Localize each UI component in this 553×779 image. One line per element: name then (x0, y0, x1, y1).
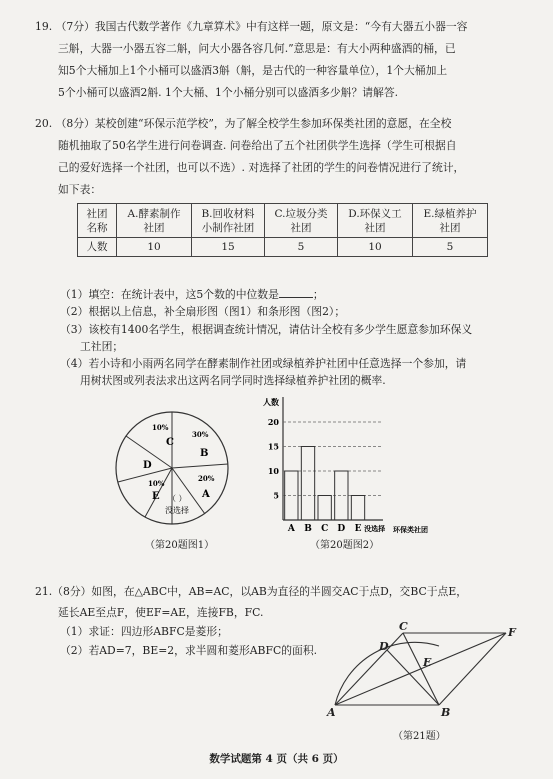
pie-letter-b: B (200, 448, 209, 459)
bar-xtick-label: B (304, 524, 312, 534)
bar-ytick-label: 5 (273, 490, 279, 501)
table-col-e-line-1: E.绿植养护 (423, 207, 477, 220)
q21-sub-1: （1）求证：四边形ABFC是菱形； (60, 625, 228, 638)
pie-chart (116, 412, 228, 524)
pie-unselected-pct: （ ） (168, 494, 187, 503)
pie-pct-c: 10% (152, 423, 169, 432)
point-d-label: D (379, 640, 389, 653)
q19-line-2: 三斛，大器一小器五容二斛，问大小器各容几何.”意思是：有大小两种盛酒的桶，已 (58, 42, 456, 55)
bar-marks (285, 447, 365, 521)
table-col-e-line-2: 社团 (439, 221, 461, 234)
pie-unselected-label: 没选择 (165, 506, 189, 515)
q20-sub-2: （2）根据以上信息，补全扇形图（图1）和条形图（图2）； (60, 305, 346, 318)
table-col-c-line-1: C.垃圾分类 (274, 207, 328, 220)
table-col-d-line-1: D.环保义工 (348, 207, 402, 220)
q20-sub-1-end: ； (312, 288, 324, 301)
q20-sub-4b: 用树状图或列表法求出这两名同学同时选择绿植养护社团的概率. (80, 374, 386, 387)
pie-caption: （第20题图1） (145, 540, 215, 551)
bar-chart (263, 397, 428, 534)
bar-xtick-label: E (354, 524, 362, 534)
pie-pct-b: 30% (192, 430, 209, 439)
bar-ytick-label: 10 (267, 466, 279, 476)
table-col-d-line-2: 社团 (364, 221, 386, 234)
table-col-a-line-2: 社团 (143, 221, 165, 234)
bar-xtick-label: D (337, 524, 346, 534)
table-row-header-line-1: 社团 (86, 207, 108, 220)
bar-ylabel: 人数 (263, 397, 279, 407)
q20-line-4: 如下表： (58, 183, 102, 196)
bar-xticks (287, 524, 385, 534)
table-col-b-line-1: B.回收材料 (201, 207, 255, 220)
q20-sub-3b: 工社团； (80, 340, 124, 353)
q19-line-1: 19. （7分）我国古代数学著作《九章算术》中有这样一题，原文是：“今有大器五小器一容 (35, 20, 468, 33)
q20-sub-4a: （4）若小诗和小雨两名同学在酵素制作社团或绿植养护社团中任意选择一个参加，请 (60, 357, 467, 370)
bar-caption: （第20题图2） (310, 540, 380, 551)
bar-xtick-label: A (287, 524, 295, 534)
bar-c (318, 496, 331, 521)
table-col-c-line-2: 社团 (290, 221, 312, 234)
bar-xlabel: 环保类社团 (393, 525, 428, 534)
q20-sub-3a: （3）该校有1400名学生，根据调查统计情况，请估计全校有多少学生愿意参加环保义 (60, 323, 473, 336)
table-cell: 15 (192, 238, 265, 257)
segment-ac (335, 633, 403, 705)
bar-xtick-label: 没选择 (364, 524, 386, 533)
q21-line-1: 21.（8分）如图，在△ABC中，AB=AC，以AB为直径的半圆交AC于点D，交BC于点E， (35, 585, 468, 598)
pie-letter-a: A (202, 489, 210, 500)
table-col-a-line-1: A.酵素制作 (127, 207, 181, 220)
bar-xtick-label: C (321, 524, 329, 534)
q20-line-1: 20. （8分）某校创建“环保示范学校”，为了解全校学生参加环保类社团的意愿，在全校 (35, 117, 452, 130)
bar-b (301, 447, 314, 521)
bar-e (351, 496, 364, 521)
point-a-label: A (327, 706, 336, 719)
q21-sub-2: （2）若AD=7，BE=2，求半圆和菱形ABFC的面积. (60, 644, 318, 657)
q21-caption: （第21题） (393, 731, 446, 742)
pie-letter-e: E (152, 491, 160, 502)
point-f-label: F (508, 626, 516, 639)
table-col-b-line-2: 小制作社团 (201, 221, 255, 234)
segment-bf (439, 633, 506, 705)
q20-line-3: 己的爱好选择一个社团，也可以不选）. 对选择了社团的学生的问卷情况进行了统计， (58, 161, 465, 174)
table-count-label: 人数 (78, 238, 117, 257)
table-row-header-line-2: 名称 (86, 221, 108, 234)
q20-line-2: 随机抽取了50名学生进行问卷调查. 问卷给出了五个社团供学生选择（学生可根据自 (58, 139, 457, 152)
q20-sub-1-text: （1）填空：在统计表中，这5个数的中位数是 (60, 288, 279, 301)
pie-pct-a: 20% (198, 474, 215, 483)
geometry-figure (335, 633, 506, 705)
q19-line-4: 5个小桶可以盛酒2斛. 1个大桶、1个小桶分别可以盛酒多少斛？请解答. (58, 86, 399, 99)
table-cell: 5 (265, 238, 338, 257)
table-cell: 5 (413, 238, 488, 257)
point-c-label: C (399, 620, 408, 633)
point-e-label: E (423, 656, 432, 669)
pie-pct-e: 10% (148, 479, 165, 488)
pie-letter-d: D (143, 460, 152, 471)
table-cell: 10 (338, 238, 413, 257)
q19-line-3: 知5个大桶加上1个小桶可以盛酒3斛（斛，是古代的一种容量单位），1个大桶加上 (58, 64, 448, 77)
page-footer: 数学试题第 4 页（共 6 页） (209, 753, 344, 765)
segment-af (335, 633, 506, 705)
point-b-label: B (441, 706, 451, 719)
pie-letter-c: C (166, 437, 174, 448)
q21-line-2: 延长AE至点F，使EF=AE，连接FB，FC. (58, 606, 264, 619)
pie-radius (172, 464, 228, 468)
bar-yticks (268, 417, 280, 501)
bar-ytick-label: 15 (267, 441, 279, 452)
bar-ytick-label: 20 (267, 417, 279, 427)
table-cell: 10 (117, 238, 192, 257)
